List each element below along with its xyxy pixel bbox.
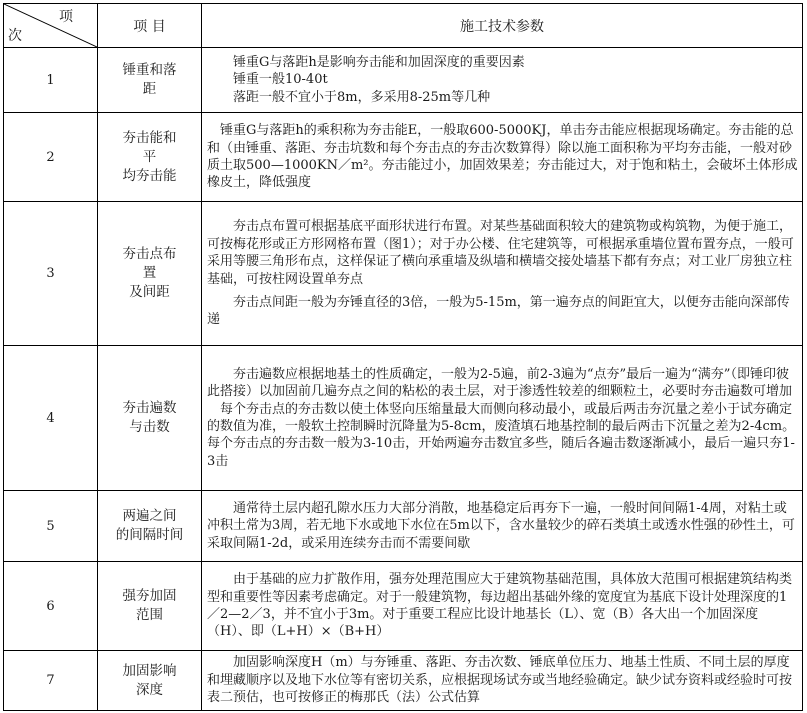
table-row [4, 346, 803, 491]
paragraph: 加固影响深度H（m）与夯锤重、落距、夯击次数、锤底单位压力、地基土性质、不同土层的厚度和埋藏顺序以及地下水位等有密切关系，应根据现场试夯或当地经验确定。缺少试夯资料或经验时可按表二预估，也可按修正的梅那氏（法）公式估算 [207, 655, 793, 706]
paragraph: 每个夯击点的夯击数以使土体竖向压缩量最大而侧向移动最小，或最后两击夯沉量之差小于试夯确定的数值为准，一般软土控制瞬时沉降量为5-8cm，废渣填石地基控制的最后两击下沉量之差为2-4cm。每个夯击点的夯击数一般为3-10击，开始两遍夯击数宜多些，随后各遍击数逐渐减小，最后一遍只夯1-3击 [207, 401, 796, 469]
header-item: 项 目 [98, 4, 202, 48]
name-line: 范围 [136, 607, 163, 623]
header-row [4, 4, 803, 48]
row-item-name [98, 346, 202, 491]
row-parameters [202, 562, 803, 651]
name-line: 夯击遍数 [122, 400, 177, 416]
name-line: 与击数 [129, 419, 170, 435]
name-line: 锤重和落 [122, 62, 177, 78]
name-line: 两遍之间 [122, 508, 177, 524]
row-number: 6 [4, 562, 98, 651]
row-number: 4 [4, 346, 98, 491]
paragraph: 夯击点布置可根据基底平面形状进行布置。对某些基础面积较大的建筑物或构筑物，为便于施工，可按梅花形或正方形网格布置（图1）；对于办公楼、住宅建筑等，可根据承重墙位置布置夯点，一般可采用等腰三角形布点，这样保证了横向承重墙及纵墙和横墙交接处墙基下都有夯点；对工业厂房独立柱基础，可按柱网设置单夯点 [207, 219, 794, 287]
header-index-bottom: 次 [8, 28, 22, 44]
row-parameters [202, 48, 803, 113]
name-line: 夯击能和 [122, 129, 177, 146]
table-row [4, 562, 803, 651]
name-line: 夯击点布 [122, 246, 177, 262]
header-parameters: 施工技术参数 [202, 4, 803, 48]
row-parameters [202, 113, 803, 202]
row-number: 3 [4, 202, 98, 346]
name-line: 加固影响 [122, 662, 177, 679]
name-line: 平 [142, 148, 157, 165]
row-item-name [98, 202, 202, 346]
paragraph: 夯击遍数应根据地基土的性质确定，一般为2-5遍，前2-3遍为“点夯”最后一遍为“满夯”（即锤印彼此搭接）以加固前几遍夯点之间的粘松的表土层，对于渗透性较差的细颗粒土，必要时夯击遍数可增加 [207, 366, 793, 400]
header-index-cell [4, 4, 98, 48]
table-row [4, 202, 803, 346]
row-parameters [202, 491, 803, 562]
paragraph: 通常待土层内超孔隙水压力大部分消散，地基稳定后再夯下一遍，一般时间间隔1-4周，对粘土或冲积土常为3周，若无地下水或地下水位在5m以下，含水量较少的碎石类填土或透水性强的砂性土，可采取间隔1-2d，或采用连续夯击而不需要间歇 [207, 500, 795, 551]
row-item-name [98, 491, 202, 562]
row-item-name [98, 113, 202, 202]
paragraph: 夯击点间距一般为夯锤直径的3倍，一般为5-15m，第一遍夯点的间距宜大，以便夯击能向深部传递 [207, 294, 790, 328]
table-row [4, 48, 803, 113]
paragraph: 锤重G与落距h是影响夯击能和加固深度的重要因素 [233, 54, 525, 70]
paragraph: 锤重一般10-40t [233, 72, 328, 88]
row-item-name [98, 651, 202, 711]
table-row [4, 113, 803, 202]
name-line: 的间隔时间 [115, 527, 184, 543]
row-number: 7 [4, 651, 98, 711]
paragraph: 落距一般不宜小于8m，多采用8-25m等几种 [233, 89, 491, 105]
row-parameters [202, 202, 803, 346]
row-item-name [98, 48, 202, 113]
table-row [4, 491, 803, 562]
paragraph: 由于基础的应力扩散作用，强夯处理范围应大于建筑物基础范围，具体放大范围可根据建筑结构类型和重要性等因素考虑确定。对于一般建筑物，每边超出基础外缘的宽度宜为基底下设计处理深度的1／2—2／3，并不宜小于3m。对于重要工程应比设计地基长（L）、宽（B）各大出一个加固深度（H）、即（L+H）×（B+H） [207, 572, 793, 640]
name-line: 均夯击能 [122, 167, 177, 184]
paragraph: 锤重G与落距h的乘积称为夯击能E，一般取600-5000KJ，单击夯击能应根据现场确定。夯击能的总和（由锤重、落距、夯击坑数和每个夯击点的夯击次数算得）除以施工面积称为平均夯击能，一般对砂质土取500—1000KN／m²。夯击能过小，加固效果差；夯击能过大，对于饱和粘土，会破坏土体形成橡皮土，降低强度 [207, 123, 798, 191]
row-number: 5 [4, 491, 98, 562]
row-parameters [202, 651, 803, 711]
name-line: 强夯加固 [122, 588, 177, 604]
construction-parameters-table [3, 3, 803, 711]
row-parameters [202, 346, 803, 491]
name-line: 深度 [136, 681, 163, 698]
row-item-name [98, 562, 202, 651]
name-line: 及间距 [129, 284, 170, 300]
row-number: 1 [4, 48, 98, 113]
header-index-top: 项 [59, 9, 73, 25]
name-line: 置 [142, 265, 157, 281]
name-line: 距 [142, 81, 157, 97]
row-number: 2 [4, 113, 98, 202]
table-row [4, 651, 803, 711]
